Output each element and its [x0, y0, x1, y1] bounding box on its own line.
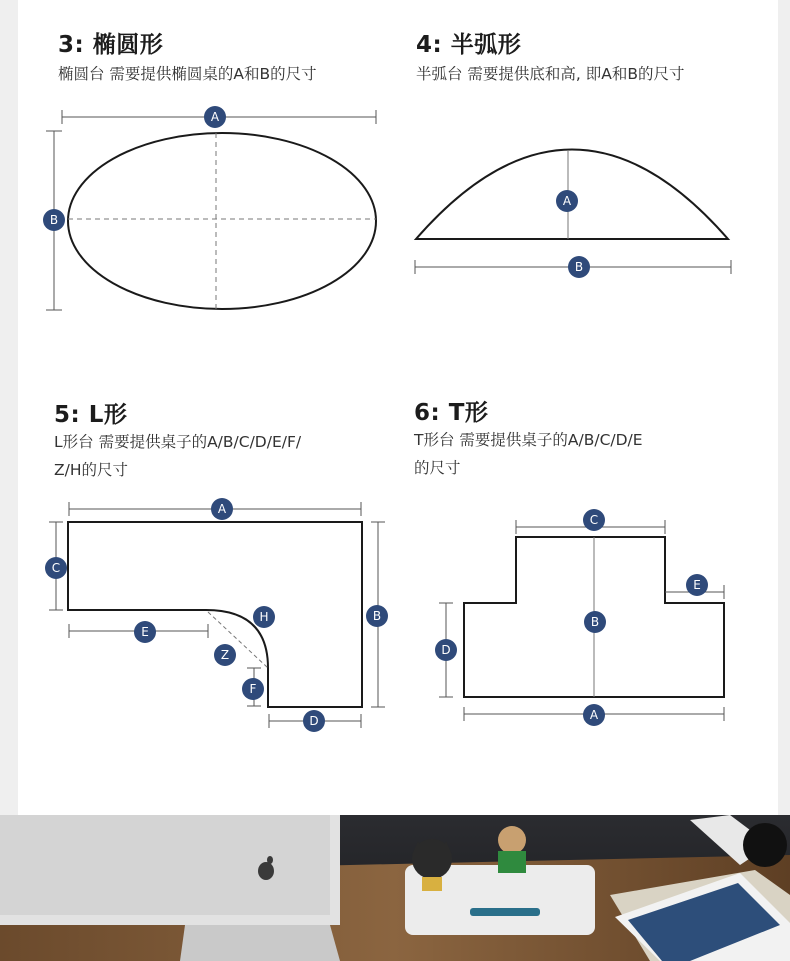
- dimension-badge-a: [204, 106, 226, 128]
- svg-text:D: D: [441, 643, 451, 657]
- svg-text:A: A: [562, 194, 572, 208]
- svg-text:A: A: [217, 502, 227, 516]
- dimension-badge-e: [686, 574, 708, 596]
- dimension-badge-a: [583, 704, 605, 726]
- dimension-badge-b: [43, 209, 65, 231]
- desk-photo: [0, 815, 790, 961]
- svg-text:D: D: [309, 714, 319, 728]
- svg-text:A: A: [210, 110, 220, 124]
- section-4-title: 4: 半弧形: [416, 32, 522, 58]
- section-5-desc-line2: Z/H的尺寸: [54, 461, 128, 479]
- dimension-badge-a: [211, 498, 233, 520]
- svg-text:E: E: [141, 625, 149, 639]
- svg-text:B: B: [372, 609, 382, 623]
- svg-text:F: F: [249, 682, 257, 696]
- dimension-badge-c: [45, 557, 67, 579]
- section-6-desc-line2: 的尺寸: [414, 459, 461, 477]
- dimension-badge-d: [435, 639, 457, 661]
- dimension-badge-h: [253, 606, 275, 628]
- section-4-desc: 半弧台 需要提供底和高, 即A和B的尺寸: [416, 65, 685, 83]
- svg-text:C: C: [589, 513, 599, 527]
- dimension-badge-c: [583, 509, 605, 531]
- t-shape: [439, 520, 724, 721]
- arc-shape: [415, 150, 731, 275]
- section-5-desc-line1: L形台 需要提供桌子的A/B/C/D/E/F/: [54, 433, 302, 451]
- svg-text:E: E: [693, 578, 701, 592]
- svg-text:B: B: [574, 260, 584, 274]
- svg-text:H: H: [259, 610, 269, 624]
- dimension-badge-d: [303, 710, 325, 732]
- svg-text:A: A: [589, 708, 599, 722]
- section-6-title: 6: T形: [414, 400, 489, 426]
- l-shape: [49, 502, 385, 728]
- dimension-badge-b: [568, 256, 590, 278]
- dimension-badge-z: [214, 644, 236, 666]
- svg-text:Z: Z: [220, 648, 230, 662]
- dimension-badge-e: [134, 621, 156, 643]
- ellipse-shape: [46, 110, 376, 310]
- section-3-desc: 椭圆台 需要提供椭圆桌的A和B的尺寸: [58, 65, 317, 83]
- svg-text:C: C: [51, 561, 61, 575]
- dimension-badge-a: [556, 190, 578, 212]
- section-5-title: 5: L形: [54, 402, 128, 428]
- dimension-badge-f: [242, 678, 264, 700]
- dimension-badge-b: [366, 605, 388, 627]
- dimension-badge-b: [584, 611, 606, 633]
- section-3-title: 3: 椭圆形: [58, 32, 164, 58]
- section-6-desc-line1: T形台 需要提供桌子的A/B/C/D/E: [414, 431, 643, 449]
- svg-text:B: B: [590, 615, 600, 629]
- svg-text:B: B: [49, 213, 59, 227]
